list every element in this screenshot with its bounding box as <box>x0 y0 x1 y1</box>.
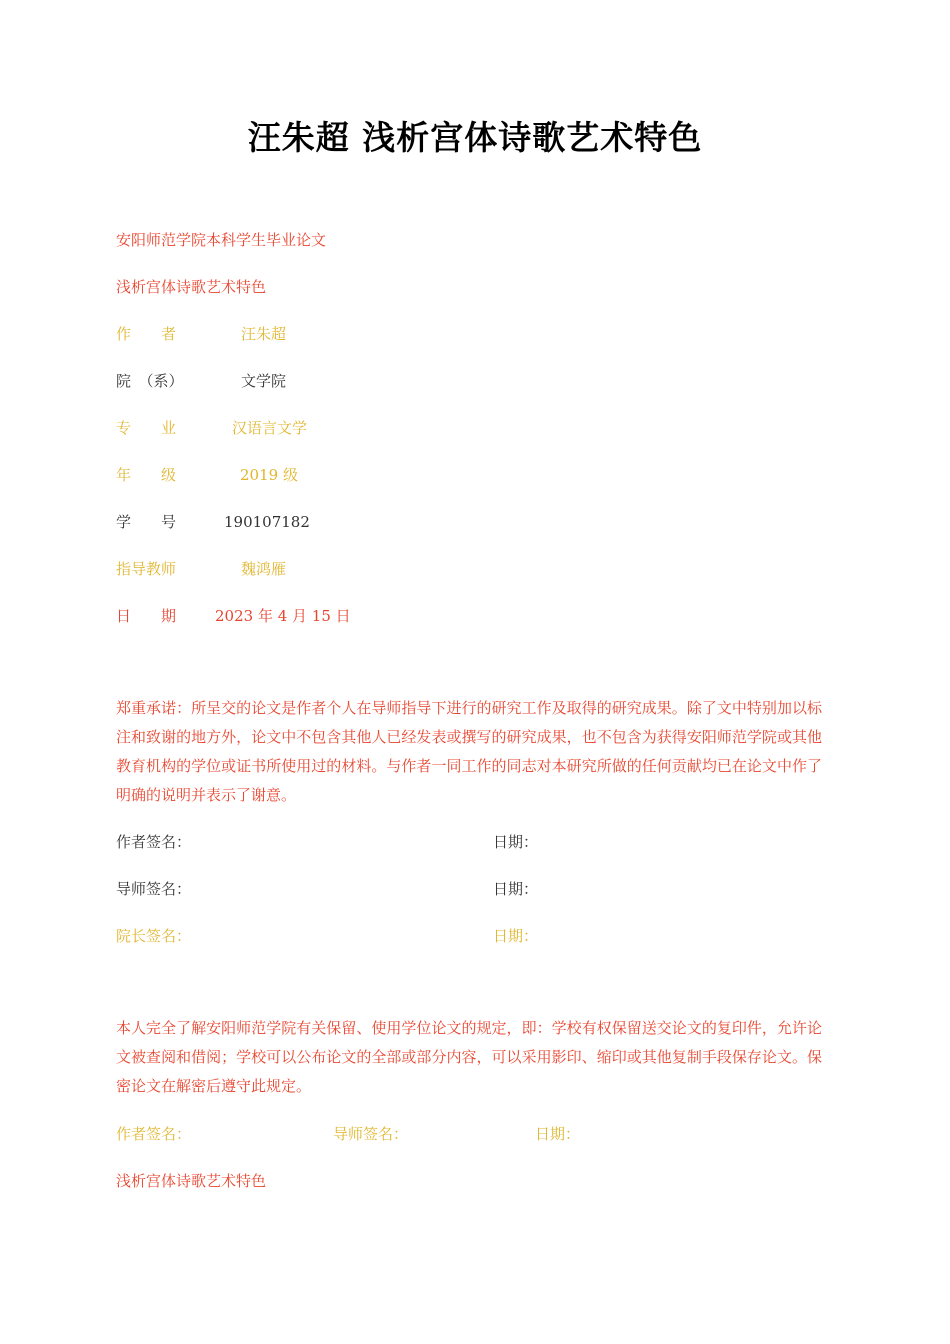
field-label-grade: 年 级 <box>116 466 177 484</box>
field-label-advisor: 指导教师 <box>116 560 177 578</box>
field-label-date: 日 期 <box>116 607 177 625</box>
footer-thesis-title: 浅析宫体诗歌艺术特色 <box>116 1172 267 1190</box>
auth-author-signature-label: 作者签名： <box>116 1125 192 1143</box>
dean-signature-label: 院长签名： <box>116 927 192 945</box>
author-signature-label: 作者签名： <box>116 833 192 851</box>
field-value-date: 2023 年 4 月 15 日 <box>215 607 351 625</box>
advisor-signature-label: 导师签名： <box>116 880 192 898</box>
advisor-signature-date-label: 日期： <box>493 880 539 898</box>
field-label-major: 专 业 <box>116 419 177 437</box>
field-value-author: 汪朱超 <box>241 325 287 343</box>
document-title: 汪朱超 浅析宫体诗歌艺术特色 <box>247 118 703 157</box>
auth-advisor-signature-label: 导师签名： <box>333 1125 409 1143</box>
field-value-department: 文学院 <box>241 372 287 390</box>
thesis-title: 浅析宫体诗歌艺术特色 <box>116 278 267 296</box>
author-signature-date-label: 日期： <box>493 833 539 851</box>
field-value-major: 汉语言文学 <box>232 419 308 437</box>
field-label-department: 院 （系） <box>116 372 184 390</box>
declaration-paragraph: 郑重承诺：所呈交的论文是作者个人在导师指导下进行的研究工作及取得的研究成果。除了文中特别加以标注和致谢的地方外，论文中不包含其他人已经发表或撰写的研究成果，也不包含为获得安阳师范学院或其他教育机构的学位或证书所使用过的材料。与作者一同工作的同志对本研究所做的任何贡献均已在论文中作了明确的说明并表示了谢意。 <box>116 699 822 804</box>
field-label-author: 作 者 <box>116 325 177 343</box>
field-value-advisor: 魏鸿雁 <box>241 560 287 578</box>
field-value-student-id: 190107182 <box>224 513 310 531</box>
field-label-student-id: 学 号 <box>116 513 177 531</box>
auth-date-label: 日期： <box>535 1125 581 1143</box>
field-value-grade: 2019 级 <box>240 466 298 484</box>
school-line: 安阳师范学院本科学生毕业论文 <box>116 231 327 249</box>
dean-signature-date-label: 日期： <box>493 927 539 945</box>
authorization-paragraph: 本人完全了解安阳师范学院有关保留、使用学位论文的规定，即：学校有权保留送交论文的复印件，允许论文被查阅和借阅；学校可以公布论文的全部或部分内容，可以采用影印、缩印或其他复制手段保存论文。保密论文在解密后遵守此规定。 <box>116 1019 822 1095</box>
